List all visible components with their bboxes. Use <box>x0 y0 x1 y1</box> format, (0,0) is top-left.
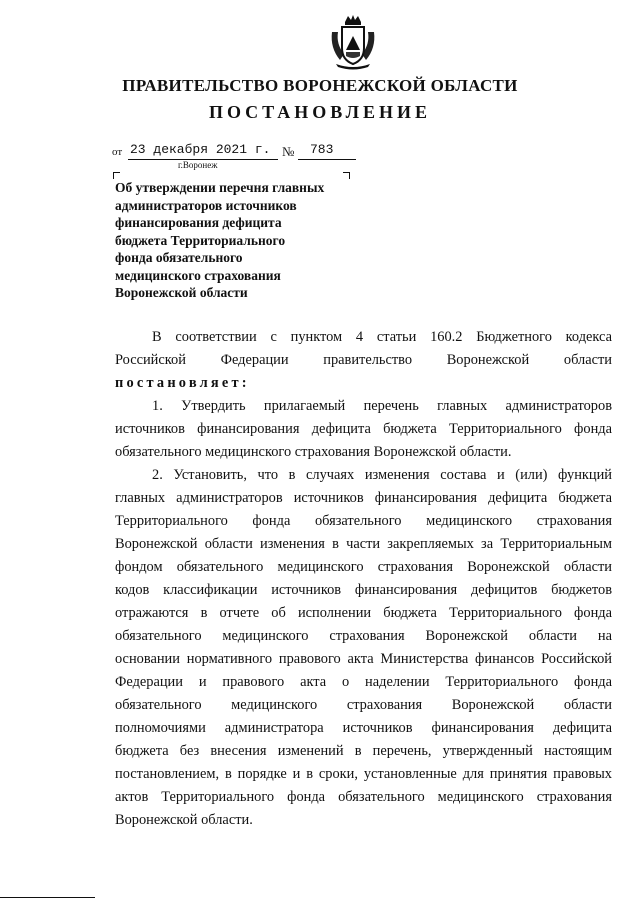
body-line: Федерации и правового акта о наделении Территориального фонда <box>115 674 612 690</box>
document-number: 783 <box>310 142 334 157</box>
from-label: от <box>112 146 123 158</box>
body-line: Воронежской области изменения в части закрепляемых за Территориальным <box>115 536 612 552</box>
body-line: Воронежской области. <box>115 812 253 828</box>
footer-rule <box>0 897 95 898</box>
body-line: главных администраторов источников финансирования дефицита бюджета <box>115 490 612 506</box>
document-subject <box>115 179 365 302</box>
body-line: Территориального фонда обязательного медицинского страхования <box>115 513 612 529</box>
subject-line: фонда обязательного <box>115 250 243 265</box>
body-line: обязательного медицинского страхования Воронежской области. <box>115 444 512 460</box>
subject-line: Воронежской области <box>115 285 248 300</box>
body-line: фондом обязательного медицинского страхования Воронежской области <box>115 559 612 575</box>
body-line: Российской Федерации правительство Воронежской области <box>115 352 612 368</box>
decree-word: постановляет: <box>115 375 250 391</box>
body-line: обязательного медицинского страхования Воронежской области на <box>115 628 612 644</box>
subject-line: бюджета Территориального <box>115 232 286 248</box>
subject-line: Об утверждении перечня главных <box>115 180 325 195</box>
body-line: В соответствии с пунктом 4 статьи 160.2 Бюджетного кодекса <box>152 329 612 345</box>
city-label: г.Воронеж <box>178 160 218 170</box>
coat-of-arms-icon <box>328 14 378 70</box>
subject-line: финансирования дефицита <box>115 215 282 230</box>
document-type: ПОСТАНОВЛЕНИЕ <box>208 102 432 122</box>
corner-mark-left <box>113 172 120 179</box>
corner-mark-right <box>343 172 350 179</box>
body-line: актов Территориального фонда обязательного медицинского страхования <box>115 789 612 805</box>
body-line: бюджета без внесения изменений в перечень, утвержденный настоящим <box>115 743 612 759</box>
body-line: постановлением, в порядке и в сроки, установленные для принятия правовых <box>115 766 612 782</box>
body-line: обязательного медицинского страхования Воронежской области <box>115 697 612 713</box>
body-line: 1. Утвердить прилагаемый перечень главных администраторов <box>152 398 612 414</box>
subject-line: медицинского страхования <box>115 267 281 283</box>
number-label: № <box>282 144 295 159</box>
government-title: ПРАВИТЕЛЬСТВО ВОРОНЕЖСКОЙ ОБЛАСТИ <box>122 76 518 95</box>
subject-line: администраторов источников <box>115 197 297 213</box>
body-line: отражаются в отчете об исполнении бюджета Территориального фонда <box>115 605 612 621</box>
body-line: 2. Установить, что в случаях изменения состава и (или) функций <box>152 467 612 483</box>
body-line: кодов классификации источников финансирования дефицитов бюджетов <box>115 582 612 598</box>
document-date: 23 декабря 2021 г. <box>130 142 271 157</box>
body-line: полномочиями администратора источников финансирования дефицита <box>115 720 612 736</box>
body-line: основании нормативного правового акта Министерства финансов Российской <box>115 651 612 667</box>
body-line: источников финансирования дефицита бюджета Территориального фонда <box>115 421 612 437</box>
